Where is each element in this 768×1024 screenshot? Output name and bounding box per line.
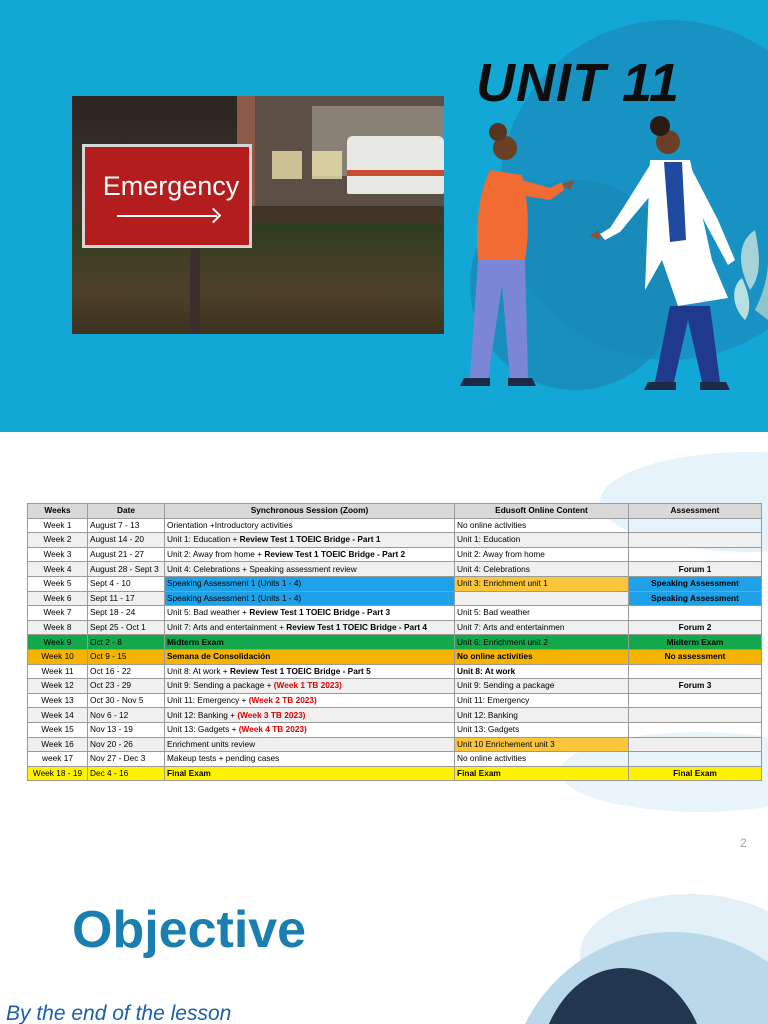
week-cell: Week 7 [28,606,88,621]
date-cell: Oct 9 - 15 [88,649,165,664]
online-cell: Unit 4: Celebrations [455,562,629,577]
column-header-assessment: Assessment [629,504,762,519]
online-cell: Unit 9: Sending a package [455,679,629,694]
online-cell: Unit 2: Away from home [455,547,629,562]
doctor-figure [590,116,735,390]
session-cell [165,664,455,679]
online-cell: Unit 11: Emergency [455,693,629,708]
table-row [28,533,762,548]
sign-post [190,248,200,334]
unit-title: UNIT 11 [476,53,681,113]
date-cell: Nov 13 - 19 [88,722,165,737]
date-cell: Oct 23 - 29 [88,679,165,694]
objective-photo [508,932,768,1024]
date-cell: Sept 25 - Oct 1 [88,620,165,635]
online-cell: Unit 7: Arts and entertainmen [455,620,629,635]
column-header-online: Edusoft Online Content [455,504,629,519]
week-cell: Week 2 [28,533,88,548]
week-cell: Week 3 [28,547,88,562]
session-cell: Enrichment units review [165,737,455,752]
session-cell [165,533,455,548]
date-cell: Oct 30 - Nov 5 [88,693,165,708]
date-cell: Sept 4 - 10 [88,576,165,591]
assessment-cell [629,752,762,767]
assessment-cell [629,722,762,737]
online-cell: Unit 8: At work [455,664,629,679]
session-cell: Midterm Exam [165,635,455,650]
session-text: Unit 1: Education + [167,534,240,545]
table-header-row [28,504,762,519]
week-cell: week 17 [28,752,88,767]
week-cell: Week 4 [28,562,88,577]
window [312,151,342,179]
online-cell [455,591,629,606]
session-cell [165,722,455,737]
table-row [28,547,762,562]
table-row [28,693,762,708]
table-row [28,722,762,737]
session-text: Unit 12: Banking + [167,709,238,720]
column-header-session: Synchronous Session (Zoom) [165,504,455,519]
emergency-sign [82,144,252,248]
online-cell: No online activities [455,752,629,767]
ambulance [347,136,444,194]
session-cell [165,679,455,694]
online-cell: Unit 1: Education [455,533,629,548]
assessment-cell [629,693,762,708]
week-cell: Week 13 [28,693,88,708]
online-cell: Unit 5: Bad weather [455,606,629,621]
online-cell: No online activities [455,649,629,664]
session-text: Unit 5: Bad weather + [167,607,250,618]
assessment-cell [629,708,762,723]
ambulance-stripe [347,170,444,176]
review-test-text: Review Test 1 TOEIC Bridge - Part 4 [286,622,428,633]
assessment-cell: Speaking Assessment [629,576,762,591]
assessment-cell [629,533,762,548]
session-cell: Unit 4: Celebrations + Speaking assessment review [165,562,455,577]
table-row [28,606,762,621]
assessment-cell: No assessment [629,649,762,664]
unit-title-slide [0,0,768,432]
table-row [28,591,762,606]
online-cell: Unit 13: Gadgets [455,722,629,737]
tb-week-text: (Week 4 TB 2023) [238,724,307,735]
assessment-cell: Forum 2 [629,620,762,635]
session-text: Unit 9: Sending a package + [167,680,274,691]
session-text: Unit 11: Emergency + [167,695,249,706]
session-cell: Orientation +Introductory activities [165,518,455,533]
objective-slide [0,864,768,1024]
assessment-cell: Speaking Assessment [629,591,762,606]
online-cell: Unit 3: Enrichment unit 1 [455,576,629,591]
review-test-text: Review Test 1 TOEIC Bridge - Part 1 [239,534,381,545]
online-cell: No online activities [455,518,629,533]
assessment-cell [629,664,762,679]
column-header-weeks: Weeks [28,504,88,519]
week-cell: Week 11 [28,664,88,679]
table-row [28,620,762,635]
assessment-cell: Final Exam [629,766,762,781]
date-cell: Sept 11 - 17 [88,591,165,606]
table-row [28,635,762,650]
online-cell: Final Exam [455,766,629,781]
table-row [28,766,762,781]
date-cell: Sept 18 - 24 [88,606,165,621]
week-cell: Week 8 [28,620,88,635]
assessment-cell [629,518,762,533]
week-cell: Week 9 [28,635,88,650]
date-cell: August 28 - Sept 3 [88,562,165,577]
date-cell: Oct 2 - 8 [88,635,165,650]
session-text: Unit 7: Arts and entertainment + [167,622,287,633]
table-row [28,562,762,577]
session-text: Unit 13: Gadgets + [167,724,239,735]
column-header-date: Date [88,504,165,519]
window [272,151,302,179]
table-row [28,518,762,533]
session-cell [165,606,455,621]
date-cell: Oct 16 - 22 [88,664,165,679]
patient-figure [460,123,574,386]
assessment-cell: Midterm Exam [629,635,762,650]
schedule-slide [0,432,768,864]
tb-week-text: (Week 3 TB 2023) [237,709,306,720]
session-text: Unit 2: Away from home + [167,549,265,560]
review-test-text: Review Test 1 TOEIC Bridge - Part 2 [264,549,406,560]
session-cell: Final Exam [165,766,455,781]
date-cell: August 21 - 27 [88,547,165,562]
objective-title: Objective [72,901,307,959]
date-cell: Nov 6 - 12 [88,708,165,723]
date-cell: Dec 4 - 16 [88,766,165,781]
date-cell: August 7 - 13 [88,518,165,533]
week-cell: Week 12 [28,679,88,694]
table-row [28,679,762,694]
assessment-cell: Forum 3 [629,679,762,694]
table-row [28,649,762,664]
week-cell: Week 15 [28,722,88,737]
assessment-cell [629,737,762,752]
assessment-cell: Forum 1 [629,562,762,577]
date-cell: August 14 - 20 [88,533,165,548]
session-cell: Speaking Assessment 1 (Units 1 - 4) [165,576,455,591]
doctor-patient-illustration [450,110,768,410]
sign-text: Emergency [102,171,240,201]
assessment-cell [629,606,762,621]
online-cell: Unit 6: Enrichment unit 2 [455,635,629,650]
person-photo [538,968,708,1024]
week-cell: Week 1 [28,518,88,533]
week-cell: Week 6 [28,591,88,606]
week-cell: Week 5 [28,576,88,591]
tb-week-text: (Week 1 TB 2023) [273,680,342,691]
session-cell [165,708,455,723]
session-cell [165,620,455,635]
course-schedule-table [27,503,762,781]
page-number: 2 [740,836,747,850]
table-row [28,708,762,723]
session-cell [165,547,455,562]
table-row [28,737,762,752]
review-test-text: Review Test 1 TOEIC Bridge - Part 3 [249,607,391,618]
week-cell: Week 16 [28,737,88,752]
table-row [28,752,762,767]
tb-week-text: (Week 2 TB 2023) [248,695,317,706]
table-row [28,576,762,591]
review-test-text: Review Test 1 TOEIC Bridge - Part 5 [229,665,371,676]
week-cell: Week 14 [28,708,88,723]
online-cell: Unit 12: Banking [455,708,629,723]
session-cell: Semana de Consolidación [165,649,455,664]
emergency-photo [72,96,444,334]
session-cell [165,693,455,708]
session-text: Unit 8: At work + [167,665,230,676]
assessment-cell [629,547,762,562]
week-cell: Week 18 - 19 [28,766,88,781]
objective-subtitle: By the end of the lesson [6,1002,232,1024]
table-row [28,664,762,679]
session-cell: Makeup tests + pending cases [165,752,455,767]
online-cell: Unit 10 Enrichement unit 3 [455,737,629,752]
week-cell: Week 10 [28,649,88,664]
date-cell: Nov 20 - 26 [88,737,165,752]
arrow-right-icon [117,215,217,217]
session-cell: Speaking Assessment 1 (Units 1 - 4) [165,591,455,606]
plant-icon [734,230,768,320]
date-cell: Nov 27 - Dec 3 [88,752,165,767]
